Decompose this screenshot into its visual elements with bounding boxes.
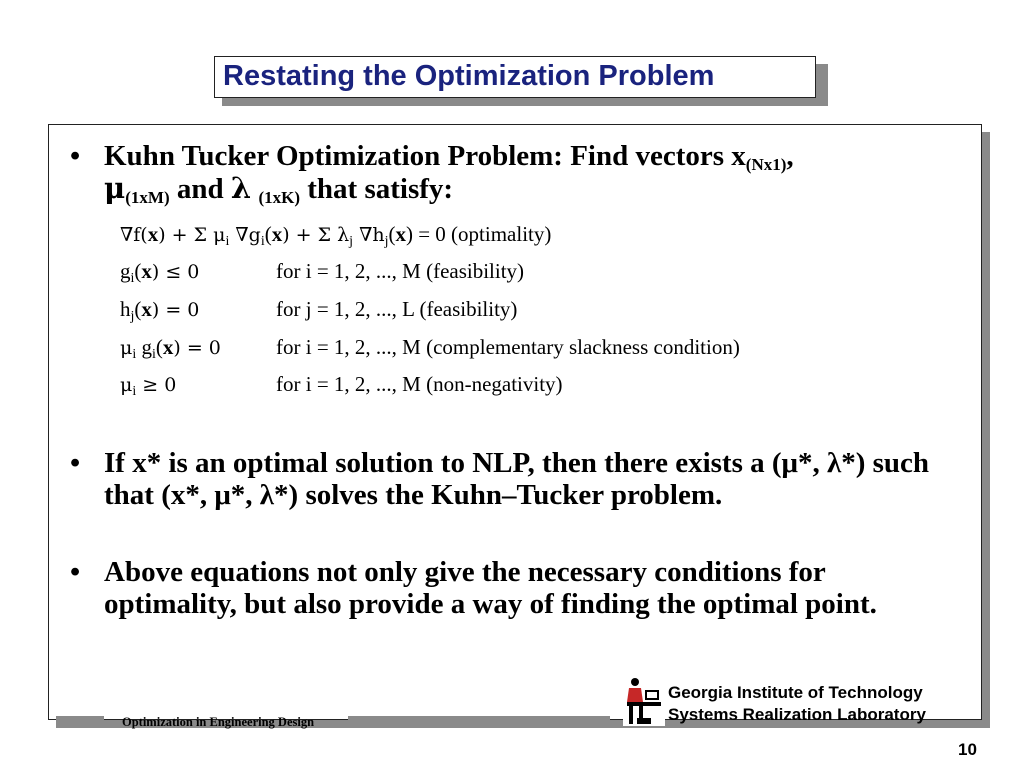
- org-line-2: Systems Realization Laboratory: [668, 705, 926, 724]
- bullet-text: and: [169, 173, 231, 205]
- org-line-1: Georgia Institute of Technology: [668, 683, 923, 702]
- bullet-text: that satisfy:: [300, 173, 454, 205]
- bullet-necessary-conditions: Above equations not only give the necessary conditions for optimality, but also provide a way of finding the optimal point.: [104, 556, 877, 620]
- gt-srl-logo-icon: [623, 674, 665, 726]
- subscript: (1xM): [125, 188, 170, 207]
- organization-name: [668, 682, 926, 726]
- equation-optimality: ∇f(x) + Σ μi ∇gi(x) + Σ λj ∇hj(x) = 0 (optimality): [120, 222, 552, 249]
- equation-description: for j = 1, 2, ..., L (feasibility): [276, 297, 518, 321]
- subscript: (Nx1): [745, 155, 787, 174]
- mu-symbol: μ: [104, 171, 126, 205]
- bullet-marker: •: [70, 556, 81, 588]
- bullet-text: ,: [786, 140, 794, 172]
- equation-description: for i = 1, 2, ..., M (complementary slackness condition): [276, 335, 740, 359]
- equation-description: for i = 1, 2, ..., M (non-negativity): [276, 372, 563, 396]
- content-box: [48, 124, 982, 720]
- bullet-text: Kuhn Tucker Optimization Problem: Find vectors x: [104, 140, 746, 172]
- page-number: 10: [958, 740, 977, 759]
- footer-course-title: Optimization in Engineering Design: [122, 715, 315, 729]
- bullet-kuhn-tucker: [104, 140, 964, 205]
- bullet-marker: •: [70, 447, 81, 479]
- bullet-optimal-solution: If x* is an optimal solution to NLP, then there exists a (μ*, λ*) such that (x*, μ*, λ*) solves the Kuhn–Tucker problem.: [104, 447, 930, 511]
- footer-bar: [56, 716, 104, 724]
- subscript: (1xK): [258, 188, 301, 207]
- equation-description: for i = 1, 2, ..., M (feasibility): [276, 259, 525, 283]
- footer-bar: [348, 716, 610, 724]
- title-box: [214, 56, 816, 98]
- bullet-marker: •: [70, 140, 81, 172]
- lambda-symbol: λ: [230, 171, 252, 205]
- slide-title: Restating the Optimization Problem: [223, 60, 715, 92]
